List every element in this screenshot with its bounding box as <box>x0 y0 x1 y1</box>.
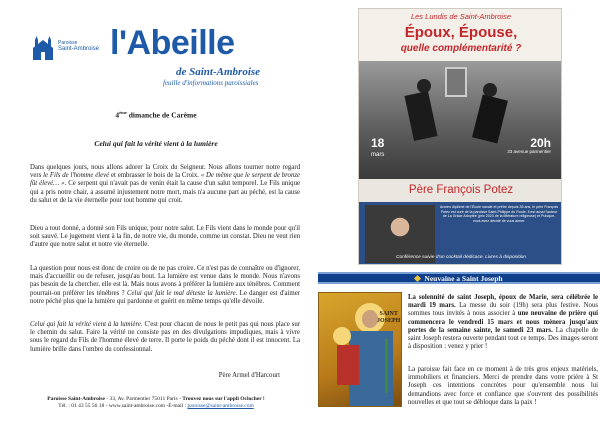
saint-joseph-icon-image <box>318 292 402 407</box>
parish-small-label: Paroisse Saint-Ambroise <box>58 40 100 52</box>
article-paragraph: Celui qui fait la vérité vient à la lumière. C'est pour chacun de nous le petit pas qui nous place sur le chemin du salut. Faire la vérité ne consiste pas en des divulgations impudiques, mais à vivre sous le regard du Fils de l'homme élevé de terre. Il porte le poids du péché dont il est innocent. La lumière brille dans l'ombre du confessionnal. <box>30 321 300 353</box>
poster-photo <box>359 61 562 179</box>
newsletter-tagline: feuille d'informations paroissiales <box>163 79 259 87</box>
icon-caption: SAINT JOSEPH <box>377 311 401 324</box>
neuvaine-paragraph: La solennité de saint Joseph, époux de Marie, sera célébrée le mardi 19 mars. La messe du soir (19h) sera plus festive. Nous sommes tous invités à nous associer à une neuvaine de prière qui commencera le vendredi 15 mars et nous mènera jusqu'aux portes de la semaine sainte, le samedi 23 mars. La chapelle de saint Joseph restera ouverte pendant tout ce temps. Des images seront à disposition : venez y prier ! <box>408 294 598 351</box>
email-link[interactable]: paroisse@saint-ambroise.com <box>187 403 254 409</box>
article-subtitle: Celui qui fait la vérité vient à la lumière <box>94 139 218 148</box>
footer: Paroisse Saint-Ambroise - 33, Av. Parmentier 75011 Paris - Trouvez nous sur l'appli Oclocher ! Tél. : 01 43 55 56 18 - www.saint-ambroise.com -E-mail : paroisse@saint-ambroise.com <box>47 396 265 409</box>
neuvaine-heading: Neuvaine a Saint Joseph <box>424 273 503 283</box>
diamond-icon <box>414 274 421 281</box>
poster-note: Conférence suivie d'un cocktail dédicace. Livres à disposition <box>396 255 526 260</box>
website-link[interactable]: www.saint-ambroise.com <box>108 403 165 409</box>
neuvaine-paragraph: La paroisse fait face en ce moment à de très gros enjeux matériels, immobiliers et financiers. Merci de prendre dans votre prière à St Joseph ces intentions concrètes pour qu'ensemble nous lui demandions avec force et confiance que s'ouvrent des possibilités nouvelles et que tout se débloque dans la paix ! <box>408 366 598 406</box>
poster-title: Époux, Épouse, <box>404 24 518 41</box>
poster-title-line2: quelle complémentarité ? <box>400 43 522 54</box>
article-paragraph: Dieu a tout donné, a donné son Fils unique, pour notre salut. Le Fils vient dans le monde pour qu'il soit sauvé. Le jugement vient à la fin, de notre vie, du monde, comme un constat. Dieu ne veut rien d'autre que notre salut et notre vie éternelle. <box>30 225 300 249</box>
newsletter-subtitle: de Saint-Ambroise <box>176 66 261 78</box>
sunday-heading: 4ème dimanche de Carême <box>115 110 197 120</box>
article-paragraph: Dans quelques jours, nous allons adorer la Croix du Seigneur. Nous allons tourner notre regard vers le Fils de l'homme élevé et embrasser le bois de la Croix. « De même que le serpent de bronze fût élevé… ». Ce serpent qui n'avait pas de venin était la cause d'un salut temporel. Le Fils unique qui a pris notre chair, a assumé injustement notre mort, mais n'a aucune part au péché, est la cause du salut et de la vie éternelle pour tout homme qui croit. <box>30 164 301 204</box>
poster-series: Les Lundis de Saint-Ambroise <box>410 12 512 21</box>
poster-time: 20h 33 avenue parmentier <box>507 136 551 154</box>
church-logo-icon <box>30 36 56 62</box>
poster-speaker: Père François Potez <box>408 184 514 196</box>
newsletter-title: l'Abeille <box>110 24 235 62</box>
poster-date: 18 mars <box>371 136 385 158</box>
neuvaine-heading-bar <box>318 272 600 284</box>
poster-bio: Ancien diplômé de l'École navale et prêtre depuis 35 ans, le père François Potez est curé de la paroisse Saint-Philippe du Roule. Il est aussi l'auteur de La Grâce Adoptée (prix 2023 de la littérature religieuse) et Puisque-vous avez décidé de vous aimer. <box>439 205 559 223</box>
article-paragraph: La question pour nous est donc de croire ou de ne pas croire. Ce n'est pas de connaître ou d'ignorer, mais d'accueillir ou de refuser, jusqu'au bout. La lumière est venue dans le monde. Nous n'avons pas besoin de la chercher, elle est là. Mais nous avons à préférer la lumière aux ténèbres. Comment pourrait-on préférer les ténèbres ? Celui qui fait le mal déteste la lumière. Le danger est d'aimer notre péché plus que la lumière qui pardonne et guérit en même temps qu'elle dévoile. <box>30 265 301 305</box>
conference-poster <box>358 8 562 265</box>
right-column <box>318 0 600 422</box>
article-signature: Père Armel d'Harcourt <box>218 372 280 379</box>
